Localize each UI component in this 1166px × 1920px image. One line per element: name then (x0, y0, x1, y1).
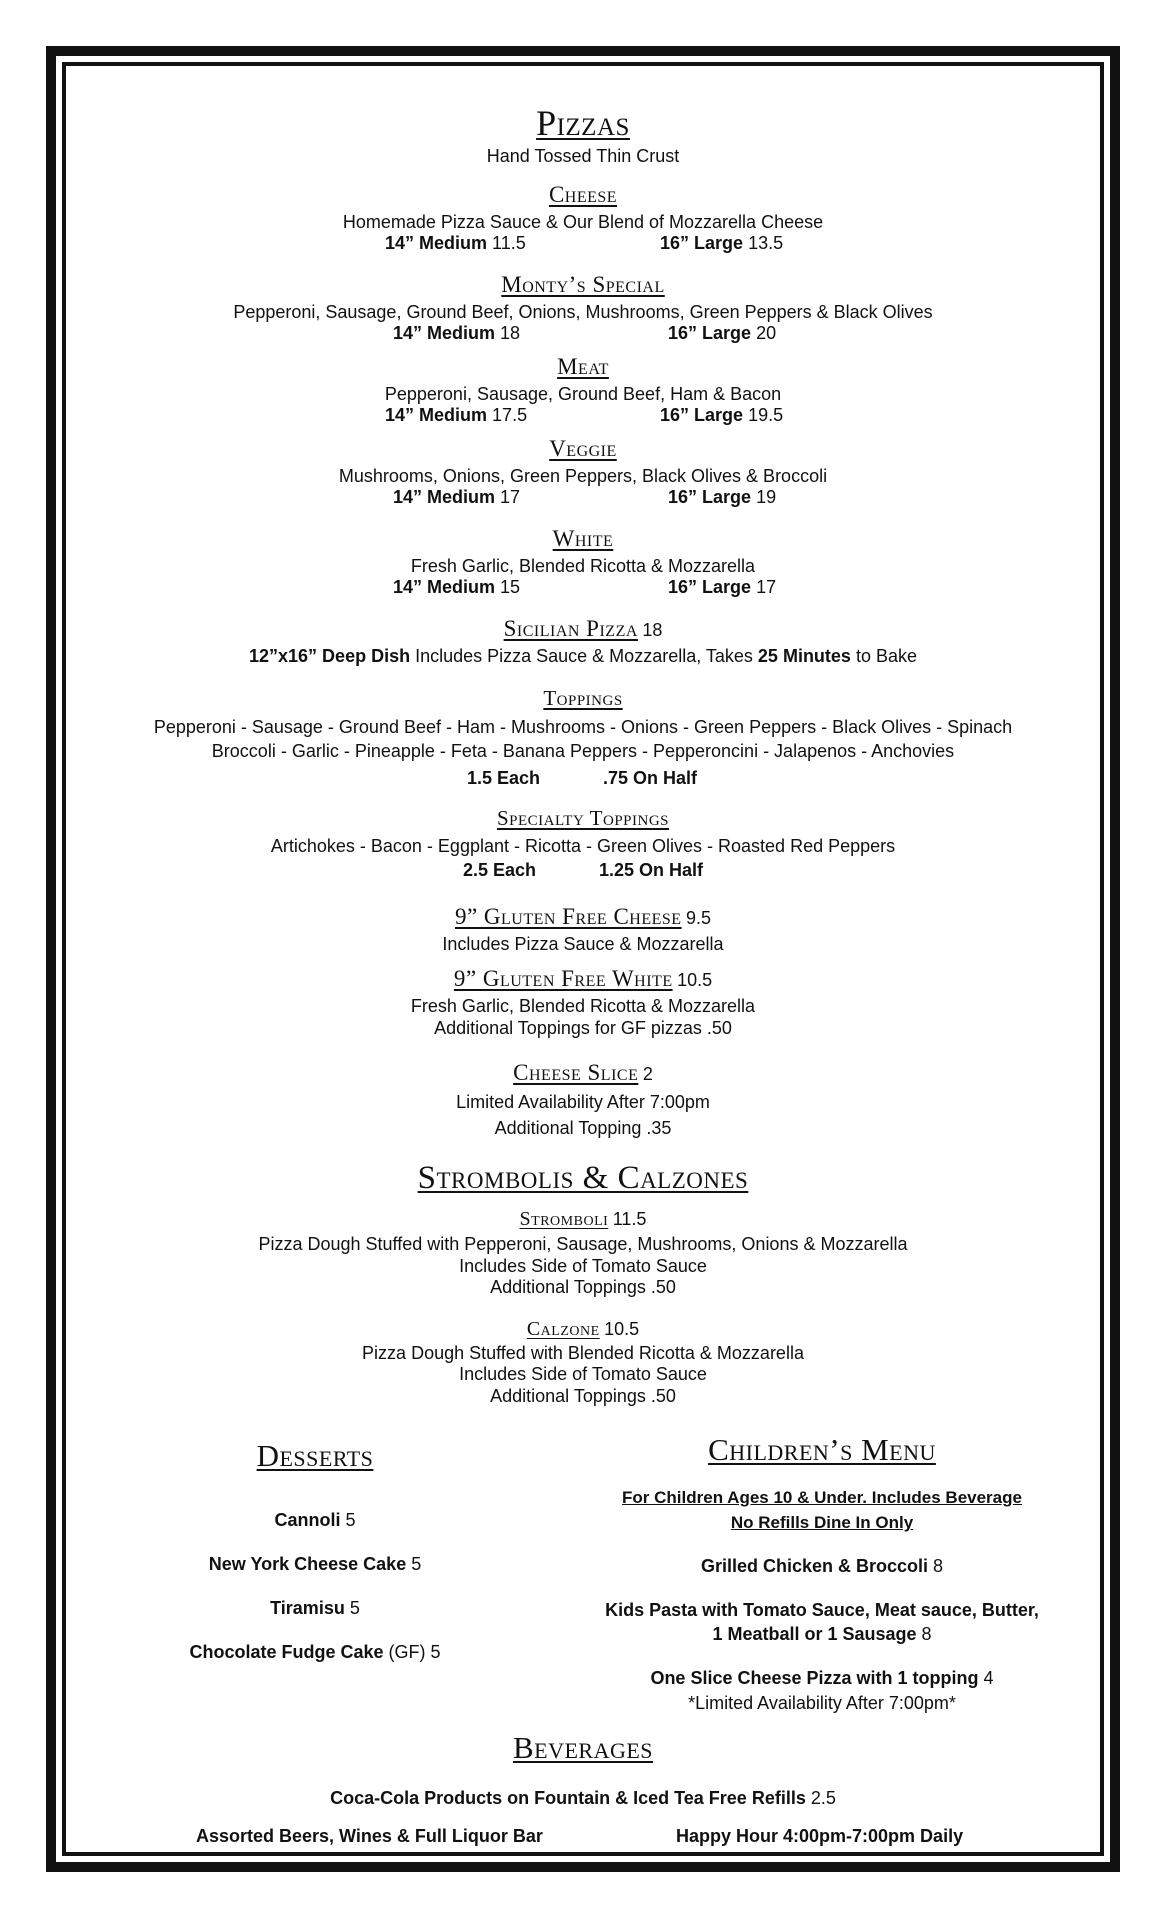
calzone-title: Calzone 10.5 (526, 1318, 640, 1340)
specialty-toppings-line: Artichokes - Bacon - Eggplant - Ricotta - Green Olives - Roasted Red Peppers (270, 836, 896, 856)
toppings-line-1: Pepperoni - Sausage - Ground Beef - Ham - Mushrooms - Onions - Green Peppers - Black Olives - Spinach (153, 717, 1013, 737)
sicilian-pizza-title: Sicilian Pizza 18 (503, 616, 663, 641)
childrens-item-3-note: *Limited Availability After 7:00pm* (688, 1693, 956, 1713)
beverages-heading: Beverages (512, 1730, 654, 1765)
stromboli-line-1: Pizza Dough Stuffed with Pepperoni, Sausage, Mushrooms, Onions & Mozzarella (258, 1234, 908, 1254)
gf-white-title: 9” Gluten Free White 10.5 (453, 966, 713, 991)
pizza-montys-name: Monty’s Special (501, 272, 665, 297)
childrens-item-3: One Slice Cheese Pizza with 1 topping 4 (650, 1668, 994, 1688)
calzone-line-3: Additional Toppings .50 (490, 1386, 676, 1406)
pizza-meat-name: Meat (557, 354, 609, 379)
cheese-slice-line-2: Additional Topping .35 (494, 1118, 672, 1138)
menu-page: Pizzas Hand Tossed Thin Crust Cheese Homemade Pizza Sauce & Our Blend of Mozzarella Cheese 14” Medium 11.5 16” Large 13.5 Monty’s Special Pepperoni, Sausage, Ground Beef, Onions, Mushrooms, Green Peppers & Black Olives 14” Medium 18 16” Large 20 Meat Pepperoni, Sausage, Ground Beef, Ham & Bacon 14” Medium 17.5 16” Large 19.5 Veggie Mushrooms, Onions, Green Peppers, Black Olives & Broccoli 14” Medium 17 16” Large 19 White Fresh Garlic, Blended Ricotta & Mozzarella 14” Medium 15 16” Large 17 Sicilian Pizza 18 12”x16” Deep Dish Includes Pizza Sauce & Mozzarella, Takes 25 Minutes to Bake Toppings Pepperoni - Sausage - Ground Beef - Ham - Mushrooms - Onions - Green Peppers - Black Olives - Spinach Broccoli - Garlic - Pineapple - Feta - Banana Peppers - Pepperoncini - Jalapenos - Anchovies 1.5 Each .75 On Half Specialty Toppings Artichokes - Bacon - Eggplant - Ricotta - Green Olives - Roasted Red Peppers 2.5 Each 1.25 On Half 9” Gluten Free Cheese 9.5 Includes Pizza Sauce & Mozzarella 9” Gluten Free White 10.5 Fresh Garlic, Blended Ricotta & Mozzarella Additional Toppings for GF pizzas .50 Cheese Slice 2 Limited Availability After 7:00pm Additional Topping .35 Strombolis & Calzones Stromboli 11.5 Pizza Dough Stuffed with Pepperoni, Sausage, Mushrooms, Onions & Mozzarella Includes Side of Tomato Sauce Additional Toppings .50 Calzone 10.5 Pizza Dough Stuffed with Blended Ricotta & Mozzarella Includes Side of Tomato Sauce Additional Toppings .50 Desserts Cannoli 5 New York Cheese Cake 5 Tiramisu 5 Chocolate Fudge Cake (GF) 5 Children’s Menu For Children Ages 10 & Under. Includes Beverage No Refills Dine In Only Grilled Chicken & Broccoli 8 Kids Pasta with Tomato Sauce, Meat sauce, Butter, 1 Meatball or 1 Sausage 8 One Slice Cheese Pizza with 1 topping 4 *Limited Availability After 7:00pm* Beverages Coca-Cola Products on Fountain & Iced Tea Free Refills 2.5 Assorted Beers, Wines & Full Liquor Bar Happy Hour 4:00pm-7:00pm Daily (62, 62, 1104, 1856)
pizza-montys-desc: Pepperoni, Sausage, Ground Beef, Onions, Mushrooms, Green Peppers & Black Olives (233, 302, 933, 322)
childrens-item-2-line-2: 1 Meatball or 1 Sausage 8 (712, 1624, 932, 1644)
stromboli-title: Stromboli 11.5 (519, 1208, 647, 1230)
gf-cheese-title: 9” Gluten Free Cheese 9.5 (454, 904, 712, 929)
cheese-slice-title: Cheese Slice 2 (513, 1060, 653, 1085)
pizza-meat-desc: Pepperoni, Sausage, Ground Beef, Ham & Bacon (384, 384, 782, 404)
gf-white-desc: Fresh Garlic, Blended Ricotta & Mozzarella (410, 996, 756, 1016)
childrens-item-1: Grilled Chicken & Broccoli 8 (700, 1556, 944, 1576)
pizzas-subtitle: Hand Tossed Thin Crust (486, 146, 680, 166)
dessert-item: Cannoli 5 (274, 1510, 356, 1530)
specialty-toppings-title: Specialty Toppings (496, 806, 669, 830)
childrens-note-1: For Children Ages 10 & Under. Includes Beverage (622, 1488, 1022, 1507)
childrens-note-2: No Refills Dine In Only (730, 1513, 914, 1532)
pizza-cheese-desc: Homemade Pizza Sauce & Our Blend of Mozzarella Cheese (342, 212, 824, 232)
dessert-item: Tiramisu 5 (270, 1598, 360, 1618)
childrens-menu-heading: Children’s Menu (708, 1432, 936, 1467)
pizza-white-name: White (552, 526, 614, 551)
pizza-white-desc: Fresh Garlic, Blended Ricotta & Mozzarella (410, 556, 756, 576)
stromboli-line-2: Includes Side of Tomato Sauce (459, 1256, 707, 1276)
calzone-line-2: Includes Side of Tomato Sauce (459, 1364, 707, 1384)
dessert-item: New York Cheese Cake 5 (208, 1554, 422, 1574)
desserts-heading: Desserts (256, 1438, 374, 1473)
calzone-line-1: Pizza Dough Stuffed with Blended Ricotta & Mozzarella (362, 1343, 804, 1363)
strombolis-heading: Strombolis & Calzones (417, 1160, 749, 1196)
pizza-veggie-desc: Mushrooms, Onions, Green Peppers, Black Olives & Broccoli (338, 466, 828, 486)
sicilian-pizza-desc: 12”x16” Deep Dish Includes Pizza Sauce & Mozzarella, Takes 25 Minutes to Bake (249, 646, 917, 666)
dessert-item: Chocolate Fudge Cake (GF) 5 (189, 1642, 441, 1662)
pizzas-heading: Pizzas (536, 103, 630, 143)
pizza-cheese-name: Cheese (548, 182, 618, 207)
beverages-happy-hour: Happy Hour 4:00pm-7:00pm Daily (676, 1826, 964, 1846)
beverages-bar: Assorted Beers, Wines & Full Liquor Bar (196, 1826, 543, 1846)
toppings-title: Toppings (543, 686, 623, 710)
gf-white-note: Additional Toppings for GF pizzas .50 (434, 1018, 732, 1038)
pizza-veggie-name: Veggie (549, 436, 617, 461)
cheese-slice-line-1: Limited Availability After 7:00pm (456, 1092, 710, 1112)
childrens-item-2-line-1: Kids Pasta with Tomato Sauce, Meat sauce, Butter, (605, 1600, 1039, 1620)
stromboli-line-3: Additional Toppings .50 (490, 1277, 676, 1297)
gf-cheese-desc: Includes Pizza Sauce & Mozzarella (442, 934, 724, 954)
beverages-line-1: Coca-Cola Products on Fountain & Iced Tea Free Refills 2.5 (330, 1788, 836, 1808)
toppings-line-2: Broccoli - Garlic - Pineapple - Feta - Banana Peppers - Pepperoncini - Jalapenos - Anchovies (211, 741, 955, 761)
